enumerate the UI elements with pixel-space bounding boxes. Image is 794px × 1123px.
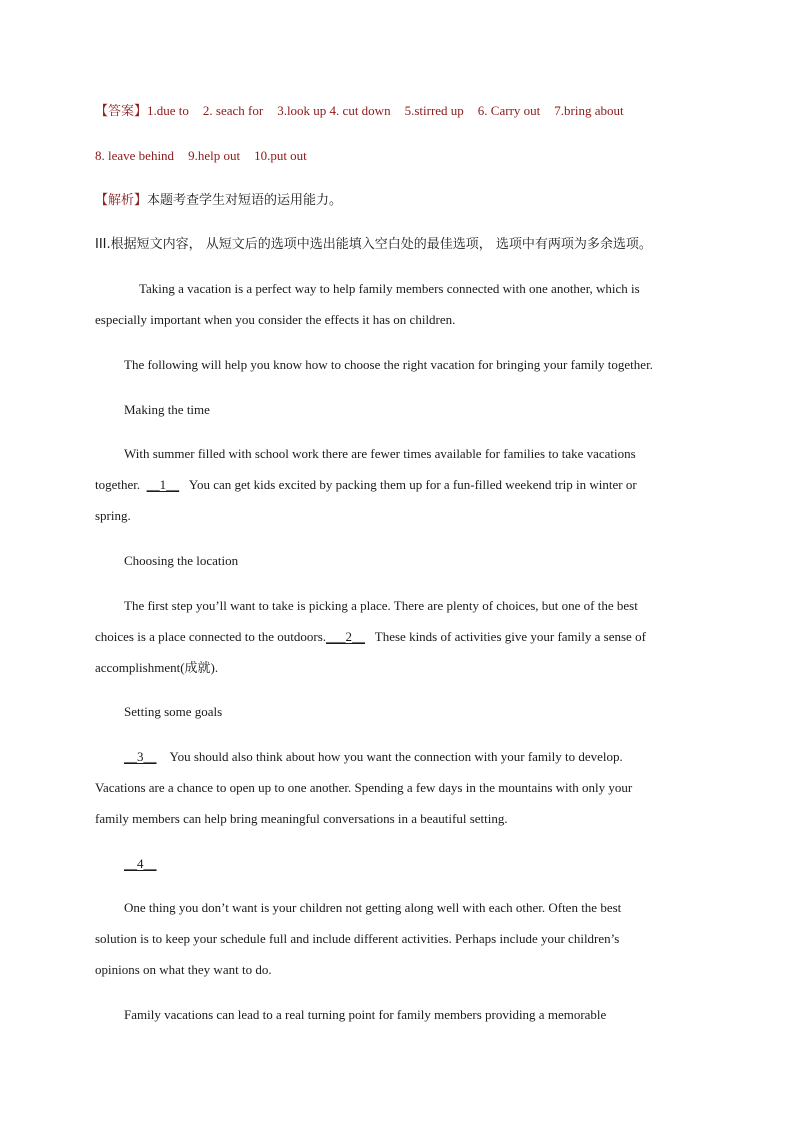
text-fragment: together.: [95, 477, 141, 492]
paragraph-line: [124, 749, 623, 765]
answer-item: 3.look up 4. cut down: [277, 103, 391, 118]
blank-1: __1__: [146, 477, 180, 492]
paragraph-line: family members can help bring meaningful conversations in a beautiful setting.: [95, 811, 508, 826]
answer-item: 7.bring about: [554, 103, 624, 118]
blank-3: __3__: [124, 749, 157, 764]
answer-line-2: [95, 148, 307, 164]
paragraph-line: With summer filled with school work there are fewer times available for families to take vacations: [124, 446, 636, 461]
paragraph-line: opinions on what they want to do.: [95, 962, 272, 977]
text-fragment: You should also think about how you want the connection with your family to develop.: [169, 749, 623, 764]
section-heading: Making the time: [124, 402, 210, 417]
paragraph-line: spring.: [95, 508, 131, 523]
answer-item: 9.help out: [188, 148, 241, 163]
section-title: III.根据短文内容， 从短文后的选项中选出能填入空白处的最佳选项， 选项中有两项为多余选项。: [95, 237, 652, 252]
paragraph-line: solution is to keep your schedule full and include different activities. Perhaps include your children’s: [95, 931, 620, 946]
text-fragment: You can get kids excited by packing them up for a fun-filled weekend trip in winter or: [188, 477, 637, 492]
text-fragment: These kinds of activities give your family a sense of: [374, 629, 646, 644]
section-heading: Choosing the location: [124, 553, 239, 568]
answer-item: 10.put out: [254, 148, 307, 163]
paragraph-line: [124, 856, 157, 872]
paragraph-line: [95, 629, 646, 645]
paragraph-line: [95, 477, 637, 493]
paragraph-line: The first step you’ll want to take is picking a place. There are plenty of choices, but one of the best: [124, 598, 638, 613]
analysis-tag: 【解析】: [95, 193, 148, 208]
answer-item: 5.stirred up: [404, 103, 464, 118]
answer-item: 8. leave behind: [95, 148, 175, 163]
paragraph-line: Family vacations can lead to a real turning point for family members providing a memorable: [124, 1007, 607, 1022]
answer-tag: 【答案】: [95, 104, 148, 119]
answer-line-1: [95, 103, 624, 120]
answer-item: 1.due to: [147, 103, 189, 118]
paragraph-line: accomplishment(成就).: [95, 660, 219, 675]
paragraph-line: especially important when you consider the effects it has on children.: [95, 312, 456, 327]
paragraph-line: The following will help you know how to choose the right vacation for bringing your family together.: [124, 357, 653, 372]
text-fragment: choices is a place connected to the outdoors.: [95, 629, 327, 644]
analysis-text: 本题考查学生对短语的运用能力。: [147, 193, 343, 208]
analysis-line: [95, 192, 342, 209]
paragraph-line: Vacations are a chance to open up to one another. Spending a few days in the mountains with only your: [95, 780, 633, 795]
blank-4: __4__: [124, 856, 157, 871]
paragraph-line: One thing you don’t want is your children not getting along well with each other. Often the best: [124, 900, 622, 915]
paragraph-line: Taking a vacation is a perfect way to help family members connected with one another, which is: [139, 281, 640, 296]
section-heading: Setting some goals: [124, 704, 223, 719]
blank-2: ___2__: [326, 629, 366, 644]
answer-item: 6. Carry out: [477, 103, 541, 118]
answer-item: 2. seach for: [202, 103, 264, 118]
